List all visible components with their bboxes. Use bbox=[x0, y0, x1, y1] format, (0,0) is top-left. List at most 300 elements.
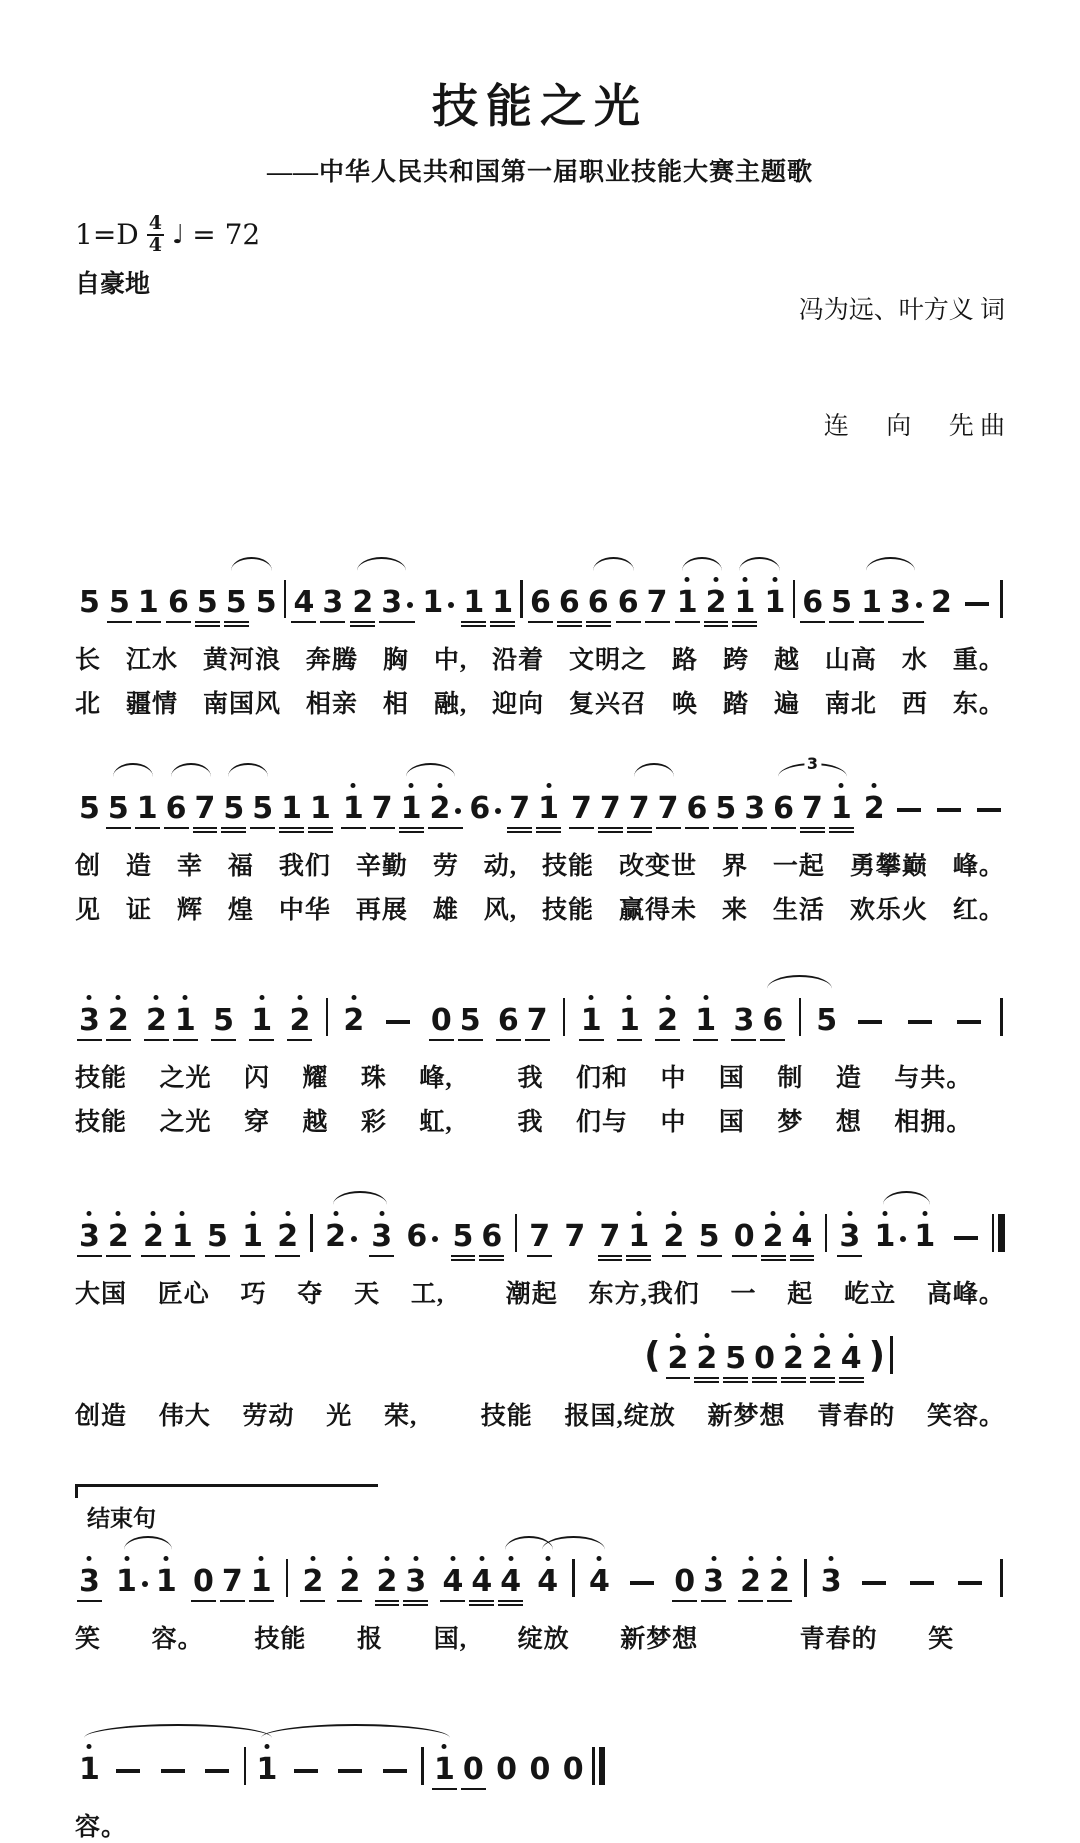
note-token: 5 bbox=[107, 791, 129, 826]
note-token: 4 bbox=[500, 1564, 522, 1599]
lyric-syllable: 笑 bbox=[928, 1626, 955, 1653]
notation-row bbox=[75, 1188, 1005, 1266]
lyric-syllable: 胸 bbox=[382, 647, 409, 674]
barline bbox=[520, 580, 523, 618]
note-token: 4 bbox=[840, 1341, 862, 1376]
lyric-syllable: 们和 bbox=[575, 1065, 628, 1092]
note-token: 1 bbox=[421, 588, 455, 618]
lyric-syllable: 匠心 bbox=[157, 1281, 210, 1308]
lyric-syllable: 跨 bbox=[722, 647, 749, 674]
note-token: 2 bbox=[107, 1003, 129, 1038]
beam-group bbox=[75, 1564, 104, 1599]
beam-group bbox=[104, 791, 162, 826]
lyric-syllable: 容。 bbox=[151, 1626, 204, 1653]
barline bbox=[799, 998, 802, 1036]
note-token: 1 bbox=[734, 585, 756, 620]
note-token: 5 bbox=[109, 585, 130, 620]
music-line-4-parenthetical bbox=[75, 1310, 1005, 1432]
barline bbox=[825, 1214, 828, 1252]
beam-group bbox=[736, 1564, 794, 1599]
tuplet-arc bbox=[778, 754, 848, 777]
note-token: 1 bbox=[310, 791, 331, 826]
lyric-syllable: 踏 bbox=[722, 691, 749, 718]
lyric-syllable: 耀 bbox=[302, 1065, 329, 1092]
beam-group bbox=[559, 1752, 588, 1787]
beam-group bbox=[492, 1752, 521, 1787]
note-token: 3 bbox=[889, 588, 923, 618]
lyric-syllable: 山高 bbox=[824, 647, 877, 674]
note-token: 5 bbox=[79, 585, 100, 620]
beam-group bbox=[946, 1236, 986, 1252]
lyric-syllable: 奔腾 bbox=[305, 647, 358, 674]
beam-group bbox=[871, 1219, 940, 1254]
note-token: 1 bbox=[492, 585, 514, 620]
note-token: 2 bbox=[343, 1003, 365, 1038]
note-token: 1 bbox=[618, 1003, 640, 1038]
parenthesis: ) bbox=[868, 1335, 886, 1376]
lyric-syllable: 伟大 bbox=[158, 1403, 211, 1430]
note-token: 6 bbox=[587, 585, 609, 620]
lyric-syllable: 赢得未 bbox=[618, 897, 697, 924]
note-token: 1 bbox=[342, 791, 364, 826]
note-token: 2 bbox=[143, 1219, 164, 1254]
note-token: 7 bbox=[509, 791, 531, 826]
beam-group bbox=[577, 1003, 606, 1038]
beam-group bbox=[949, 1020, 989, 1036]
note-token: 3 bbox=[322, 585, 344, 620]
beam-group bbox=[321, 1219, 361, 1254]
note-token: 1 bbox=[137, 585, 159, 620]
beam-group bbox=[75, 791, 104, 826]
lyric-syllable: 制 bbox=[777, 1065, 804, 1092]
beam-group bbox=[373, 1564, 431, 1599]
beam-group bbox=[162, 791, 249, 826]
note-token: 4 bbox=[537, 1564, 559, 1599]
note-token: 0 bbox=[562, 1752, 584, 1787]
lyric-syllable: 中华 bbox=[278, 897, 331, 924]
lyric-syllable: 夺 bbox=[297, 1281, 324, 1308]
beam-group bbox=[75, 1752, 104, 1787]
note-token: 3 bbox=[79, 1564, 100, 1599]
lyric-syllable: 技能 bbox=[480, 1403, 533, 1430]
beam-group bbox=[654, 791, 712, 826]
lyric-syllable: 青春的 bbox=[817, 1403, 896, 1430]
beam-group bbox=[670, 1564, 728, 1599]
song-subtitle: ——中华人民共和国第一届职业技能大赛主题歌 bbox=[266, 159, 813, 186]
note-token: 6 bbox=[617, 585, 639, 620]
lyric-syllable: 巧 bbox=[240, 1281, 267, 1308]
barline bbox=[421, 1747, 424, 1785]
lyric-syllable: 创 bbox=[75, 853, 102, 880]
mood-label: 自豪地 bbox=[75, 270, 151, 298]
lyric-syllable: 重。 bbox=[952, 647, 1005, 674]
note-token: 1 bbox=[676, 585, 698, 620]
note-token: 7 bbox=[646, 585, 668, 620]
dash-note bbox=[908, 1020, 932, 1024]
note-token: 7 bbox=[529, 1219, 551, 1254]
note-token: 3 bbox=[79, 1003, 100, 1038]
lyric-syllable: 闪 bbox=[243, 1065, 270, 1092]
slur-arc bbox=[593, 557, 635, 571]
dash-note bbox=[958, 1581, 982, 1585]
beam-group bbox=[950, 1581, 990, 1597]
beam-group bbox=[929, 808, 969, 824]
note-token: 2 bbox=[811, 1341, 833, 1376]
dash-note bbox=[338, 1769, 362, 1773]
lyric-syllable: 相亲 bbox=[305, 691, 358, 718]
note-token: 1 bbox=[256, 1752, 278, 1787]
lyric-syllable: 南北 bbox=[824, 691, 877, 718]
note-token: 4 bbox=[791, 1219, 813, 1254]
note-token: 1 bbox=[281, 791, 302, 826]
beam-group bbox=[339, 1003, 368, 1038]
beam-group bbox=[112, 1564, 181, 1599]
lyric-syllable: 我们 bbox=[278, 853, 331, 880]
note-token: 6 bbox=[405, 1222, 439, 1252]
beam-group bbox=[378, 1020, 418, 1036]
lyric-syllable: 国 bbox=[718, 1065, 745, 1092]
note-token: 7 bbox=[628, 791, 650, 826]
song-title: 技能之光 bbox=[432, 81, 648, 132]
beam-group bbox=[189, 1564, 276, 1599]
note-token: 6 bbox=[773, 791, 794, 826]
note-token: 0 bbox=[430, 1003, 452, 1038]
beam-group bbox=[585, 1564, 614, 1599]
note-token: 2 bbox=[768, 1564, 790, 1599]
dash-note bbox=[630, 1581, 654, 1585]
slur-arc bbox=[124, 1536, 173, 1550]
final-barline bbox=[592, 1747, 605, 1785]
beam-group bbox=[430, 1752, 488, 1787]
beam-group bbox=[505, 791, 563, 826]
key-tempo-block bbox=[75, 214, 260, 300]
note-token: 1 bbox=[251, 1003, 273, 1038]
note-token: 2 bbox=[762, 1219, 784, 1254]
note-token: 1 bbox=[830, 791, 852, 826]
lyric-syllable: 起 bbox=[787, 1281, 814, 1308]
tempo-value: = 72 bbox=[192, 218, 261, 252]
note-token: 0 bbox=[674, 1564, 696, 1599]
note-token: 6 bbox=[468, 794, 502, 824]
lyric-syllable: 文明之 bbox=[569, 647, 648, 674]
lyrics-row bbox=[75, 640, 1005, 676]
slur-arc bbox=[634, 763, 675, 777]
lyric-syllable: 江水 bbox=[125, 647, 178, 674]
lyric-syllable: 再展 bbox=[355, 897, 408, 924]
note-token: 2 bbox=[277, 1219, 299, 1254]
lyric-syllable: 越 bbox=[773, 647, 800, 674]
barline bbox=[890, 1336, 893, 1374]
note-token: 0 bbox=[733, 1219, 755, 1254]
lyric-syllable: 辉 bbox=[176, 897, 203, 924]
lyric-syllable: 辛勤 bbox=[355, 853, 408, 880]
beam-group bbox=[75, 1003, 133, 1038]
music-line-3 bbox=[75, 972, 1005, 1138]
beam-group bbox=[769, 791, 856, 826]
beam-group bbox=[209, 1003, 238, 1038]
beam-group bbox=[494, 1003, 552, 1038]
note-token: 3 bbox=[380, 588, 414, 618]
lyric-syllable: 相拥。 bbox=[894, 1109, 973, 1136]
beam-group bbox=[238, 1219, 267, 1254]
beam-group bbox=[673, 585, 760, 620]
beam-group bbox=[525, 1219, 554, 1254]
beam-group bbox=[449, 1219, 507, 1254]
note-token: 3 bbox=[371, 1219, 393, 1254]
barline bbox=[515, 1214, 518, 1252]
lyric-syllable: 天 bbox=[354, 1281, 381, 1308]
lyric-syllable: 之光 bbox=[159, 1109, 212, 1136]
lyric-syllable: 东。 bbox=[952, 691, 1005, 718]
slur-arc bbox=[333, 1191, 388, 1205]
slur-arc bbox=[739, 557, 781, 571]
barline bbox=[1000, 580, 1003, 618]
lyric-syllable: 报国,绽放 bbox=[564, 1403, 676, 1430]
lyric-syllable: 技能 bbox=[254, 1626, 307, 1653]
note-token: 2 bbox=[352, 585, 374, 620]
beam-group bbox=[375, 1769, 415, 1785]
note-token: 1 bbox=[242, 1219, 263, 1254]
note-token: 5 bbox=[213, 1003, 234, 1038]
note-token: 5 bbox=[207, 1219, 228, 1254]
note-token: 1 bbox=[764, 585, 786, 620]
dash-note bbox=[910, 1581, 934, 1585]
beam-group bbox=[525, 1752, 554, 1787]
note-token: 1 bbox=[79, 1752, 100, 1787]
parenthesis: ( bbox=[644, 1335, 661, 1376]
slur-arc bbox=[883, 1191, 931, 1205]
ending-label: 结束句 bbox=[87, 1506, 156, 1531]
slur-arc bbox=[113, 763, 154, 777]
beam-group bbox=[596, 1219, 654, 1254]
lyric-syllable: 与共。 bbox=[894, 1065, 973, 1092]
tuplet-number: 3 bbox=[804, 754, 821, 773]
beam-group bbox=[750, 1341, 866, 1376]
note-token: 6 bbox=[686, 791, 708, 826]
beam-group bbox=[285, 1003, 314, 1038]
lyric-syllable: 一起 bbox=[772, 853, 825, 880]
beam-group bbox=[622, 1581, 662, 1597]
lyrics-row bbox=[75, 846, 1005, 882]
note-token: 1 bbox=[628, 1219, 650, 1254]
note-token: 2 bbox=[376, 1564, 398, 1599]
note-token: 1 bbox=[174, 1003, 196, 1038]
lyricist-credit: 冯为远、叶方义 词 bbox=[798, 296, 1005, 324]
lyric-syllable: 笑容。 bbox=[926, 1403, 1005, 1430]
note-token: 5 bbox=[698, 1219, 720, 1254]
lyric-syllable: 水 bbox=[901, 647, 928, 674]
note-token: 5 bbox=[223, 791, 245, 826]
beam-group bbox=[664, 1341, 751, 1376]
music-line-2 bbox=[75, 754, 1005, 926]
note-token: 3 bbox=[820, 1564, 842, 1599]
lyric-syllable: 遍 bbox=[773, 691, 800, 718]
note-token: 0 bbox=[496, 1752, 518, 1787]
note-token: 1 bbox=[433, 1752, 455, 1787]
beam-group bbox=[339, 791, 397, 826]
lyric-syllable: 风, bbox=[483, 897, 518, 924]
beam-group bbox=[139, 1219, 197, 1254]
lyric-syllable: 劳 bbox=[432, 853, 459, 880]
barline bbox=[286, 1559, 289, 1597]
lyric-syllable: 黄河浪 bbox=[202, 647, 281, 674]
note-token: 7 bbox=[526, 1003, 548, 1038]
beam-group bbox=[614, 585, 672, 620]
note-token: 2 bbox=[667, 1341, 689, 1376]
slur-arc bbox=[542, 1536, 606, 1550]
note-token: 1 bbox=[874, 1222, 908, 1252]
lyric-syllable: 唤 bbox=[672, 691, 699, 718]
beam-group bbox=[729, 1003, 787, 1038]
slur-arc bbox=[84, 1724, 273, 1738]
lyric-syllable: 们与 bbox=[575, 1109, 628, 1136]
beam-group bbox=[164, 585, 251, 620]
beam-group bbox=[835, 1219, 864, 1254]
slur-arc bbox=[767, 975, 833, 989]
note-token: 1 bbox=[250, 1564, 272, 1599]
note-token: 0 bbox=[462, 1752, 484, 1787]
note-token: 2 bbox=[657, 1003, 678, 1038]
lyric-syllable: 技能 bbox=[542, 897, 595, 924]
note-token: 1 bbox=[538, 791, 559, 826]
note-token: 2 bbox=[289, 1003, 311, 1038]
lyric-syllable: 路 bbox=[672, 647, 699, 674]
note-token: 2 bbox=[429, 794, 463, 824]
lyric-syllable: 技能 bbox=[75, 1109, 128, 1136]
note-token: 5 bbox=[252, 791, 274, 826]
note-token: 5 bbox=[79, 791, 100, 826]
beam-group bbox=[252, 1752, 281, 1787]
slur-arc bbox=[406, 763, 455, 777]
barline bbox=[310, 1214, 313, 1252]
lyric-syllable: 疆情 bbox=[125, 691, 178, 718]
slur-arc bbox=[357, 557, 406, 571]
note-token: 7 bbox=[371, 791, 393, 826]
dash-note bbox=[383, 1769, 407, 1773]
lyric-syllable: 红。 bbox=[952, 897, 1005, 924]
beam-group bbox=[969, 808, 1009, 824]
beam-group bbox=[273, 1219, 302, 1254]
lyric-syllable: 见 bbox=[75, 897, 102, 924]
lyric-syllable: 我 bbox=[517, 1109, 544, 1136]
lyric-syllable: 一 bbox=[730, 1281, 757, 1308]
note-token: 6 bbox=[802, 585, 824, 620]
slur-arc bbox=[171, 763, 212, 777]
lyrics-row bbox=[75, 1274, 1005, 1310]
beam-group bbox=[197, 1769, 237, 1785]
dash-note bbox=[161, 1769, 185, 1773]
lyric-syllable: 穿 bbox=[243, 1109, 270, 1136]
note-token: 2 bbox=[663, 1219, 685, 1254]
beam-group bbox=[927, 585, 956, 620]
note-token: 7 bbox=[599, 1219, 621, 1254]
note-token: 5 bbox=[255, 585, 277, 620]
credits-block bbox=[799, 214, 1005, 524]
beam-group bbox=[526, 585, 613, 620]
note-token: 4 bbox=[442, 1564, 464, 1599]
note-token: 2 bbox=[107, 1219, 129, 1254]
beam-group bbox=[730, 1219, 817, 1254]
note-token: 5 bbox=[715, 791, 737, 826]
lyric-syllable: 南国风 bbox=[202, 691, 281, 718]
notation-row bbox=[75, 972, 1005, 1050]
beam-group bbox=[252, 585, 281, 620]
slur-arc bbox=[228, 763, 269, 777]
note-token: 3 bbox=[744, 791, 766, 826]
beam-group bbox=[418, 585, 458, 620]
note-token: 6 bbox=[167, 585, 189, 620]
notation-row bbox=[75, 754, 1005, 838]
beam-group bbox=[75, 585, 104, 620]
beam-group bbox=[335, 1564, 364, 1599]
beam-group bbox=[711, 791, 769, 826]
lyric-syllable: 北 bbox=[75, 691, 102, 718]
note-token: 6 bbox=[481, 1219, 503, 1254]
dash-note bbox=[386, 1020, 410, 1024]
beam-group bbox=[153, 1769, 193, 1785]
beam-group bbox=[402, 1219, 442, 1254]
lyric-syllable: 越 bbox=[302, 1109, 329, 1136]
lyric-syllable: 新梦想 bbox=[620, 1626, 699, 1653]
lyric-syllable: 国 bbox=[718, 1109, 745, 1136]
lyric-syllable: 高峰。 bbox=[926, 1281, 1005, 1308]
note-token: 5 bbox=[196, 585, 218, 620]
note-token: 2 bbox=[696, 1341, 718, 1376]
beam-group bbox=[286, 1769, 326, 1785]
lyric-syllable: 峰。 bbox=[952, 853, 1005, 880]
lyrics-row bbox=[75, 1058, 1005, 1094]
lyric-syllable: 沿着 bbox=[492, 647, 545, 674]
note-token: 5 bbox=[459, 1003, 481, 1038]
lyrics-row bbox=[75, 890, 1005, 926]
note-token: 6 bbox=[165, 791, 187, 826]
lyrics-row bbox=[75, 1807, 1005, 1843]
note-token: 1 bbox=[914, 1219, 936, 1254]
lyric-syllable: 改变世 bbox=[618, 853, 697, 880]
slur-arc bbox=[866, 557, 915, 571]
lyric-syllable: 劳动 bbox=[242, 1403, 295, 1430]
lyric-syllable: 生活 bbox=[772, 897, 825, 924]
note-token: 3 bbox=[79, 1219, 100, 1254]
note-token: 2 bbox=[863, 791, 885, 826]
note-token: 7 bbox=[802, 791, 823, 826]
beam-group bbox=[289, 585, 347, 620]
note-token: 7 bbox=[194, 791, 216, 826]
beam-group bbox=[247, 1003, 276, 1038]
beam-group bbox=[760, 585, 789, 620]
barline bbox=[563, 998, 566, 1036]
lyric-syllable: 福 bbox=[227, 853, 254, 880]
beam-group bbox=[866, 1335, 888, 1376]
beam-group bbox=[459, 585, 517, 620]
lyric-syllable: 欢乐火 bbox=[849, 897, 928, 924]
note-token: 6 bbox=[762, 1003, 784, 1038]
note-token: 7 bbox=[657, 791, 679, 826]
sheet-music-page bbox=[75, 0, 1005, 1843]
beam-group bbox=[850, 1020, 890, 1036]
lyric-syllable: 大国 bbox=[75, 1281, 128, 1308]
note-token: 6 bbox=[497, 1003, 519, 1038]
beam-group bbox=[330, 1769, 370, 1785]
lyric-syllable: 创造 bbox=[75, 1403, 128, 1430]
lyric-syllable: 虹, bbox=[419, 1109, 453, 1136]
note-token: 2 bbox=[740, 1564, 761, 1599]
beam-group bbox=[889, 808, 929, 824]
dash-note bbox=[862, 1581, 886, 1585]
beam-group bbox=[560, 1219, 589, 1254]
beam-group bbox=[615, 1003, 644, 1038]
beam-group bbox=[108, 1769, 148, 1785]
